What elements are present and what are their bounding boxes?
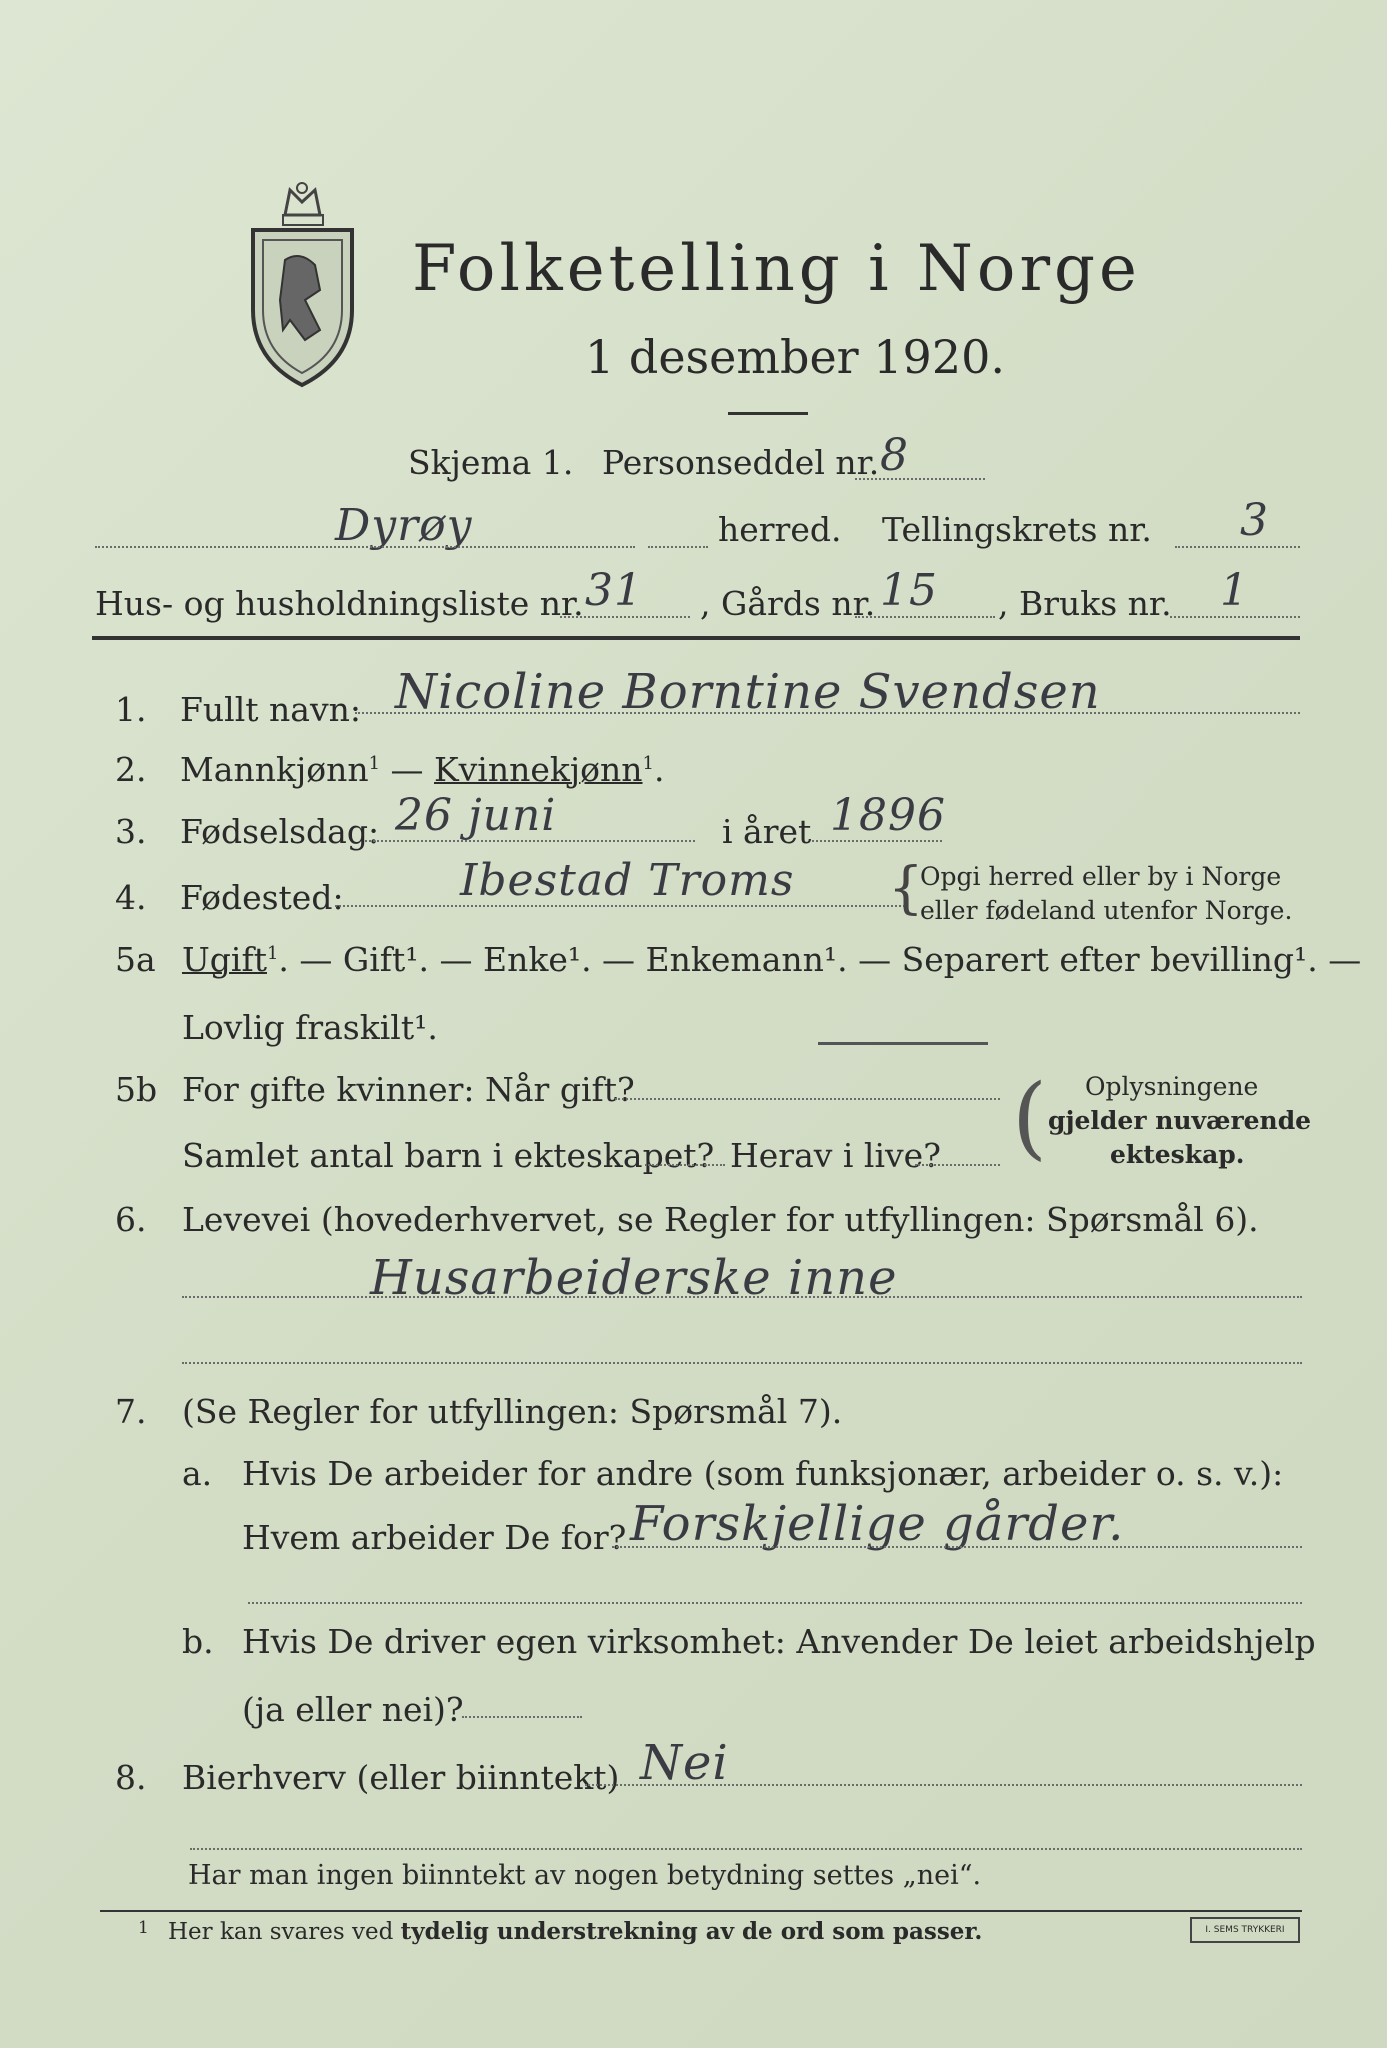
q3-value: 26 juni xyxy=(395,790,557,841)
q1-number: 1. xyxy=(115,690,147,729)
q7a-text: Hvis De arbeider for andre (som funksjonær, arbeider o. s. v.): xyxy=(242,1454,1284,1493)
footer-rule xyxy=(100,1910,1302,1912)
q5a-text xyxy=(182,940,1361,979)
q4-note-2: eller fødeland utenfor Norge. xyxy=(920,896,1293,925)
footer-note: Har man ingen biinntekt av nogen betydning settes „nei“. xyxy=(188,1860,982,1891)
q5a-line2: Lovlig fraskilt¹. xyxy=(182,1008,438,1047)
bruks-value: 1 xyxy=(1220,565,1249,616)
footnote-pre: Her kan svares ved xyxy=(168,1919,401,1945)
q4-line xyxy=(335,905,905,907)
tellingskrets-line xyxy=(1175,546,1300,548)
q3-year-label: i året xyxy=(722,812,812,851)
gards-line xyxy=(855,616,995,618)
q4-brace: { xyxy=(888,856,924,921)
q8-line-2 xyxy=(190,1848,1302,1850)
q7b-question: (ja eller nei)? xyxy=(242,1690,464,1729)
hus-line xyxy=(560,616,690,618)
title-divider xyxy=(728,412,808,415)
q1-line xyxy=(355,712,1300,714)
q5b-barn-line xyxy=(645,1164,725,1166)
q8-number: 8. xyxy=(115,1758,147,1797)
q7a-question: Hvem arbeider De for? xyxy=(242,1518,627,1557)
q7a-line-2 xyxy=(248,1602,1302,1604)
q1-label: Fullt navn: xyxy=(180,690,361,729)
q7b-line xyxy=(462,1716,582,1718)
gards-label: , Gårds nr. xyxy=(700,584,876,623)
q7-label: (Se Regler for utfyllingen: Spørsmål 7). xyxy=(182,1392,843,1431)
footnote-number: 1 xyxy=(138,1918,149,1938)
q4-number: 4. xyxy=(115,878,147,917)
footnote-text xyxy=(168,1918,982,1945)
q2-end: . xyxy=(653,750,665,789)
q6-line-2 xyxy=(182,1362,1302,1364)
q8-value: Nei xyxy=(640,1735,729,1791)
q5b-barn-label: Samlet antal barn i ekteskapet? xyxy=(182,1136,715,1175)
header-rule xyxy=(92,636,1300,640)
schema-label: Skjema 1. xyxy=(408,443,574,482)
q4-note-1: Opgi herred eller by i Norge xyxy=(920,862,1282,891)
q5a-rest: . — Gift¹. — Enke¹. — Enkemann¹. — Separert efter bevilling¹. — xyxy=(278,940,1362,979)
q8-label: Bierhverv (eller biinntekt) xyxy=(182,1758,620,1797)
q7a-value: Forskjellige gårder. xyxy=(630,1496,1125,1552)
hus-value: 31 xyxy=(585,565,643,616)
q4-label: Fødested: xyxy=(180,878,344,917)
footnote-bold: tydelig understrekning av de ord som passer. xyxy=(400,1918,983,1945)
q5a-dash-mark xyxy=(818,1042,988,1045)
q6-label: Levevei (hovederhvervet, se Regler for utfyllingen: Spørsmål 6). xyxy=(182,1200,1259,1239)
q3-label: Fødselsdag: xyxy=(180,812,380,851)
q7b-text: Hvis De driver egen virksomhet: Anvender De leiet arbeidshjelp xyxy=(242,1622,1316,1661)
q7-number: 7. xyxy=(115,1392,147,1431)
q2-sup-1: 1 xyxy=(368,753,381,774)
q7a-line-1 xyxy=(612,1546,1302,1548)
personseddel-label: Personseddel nr. xyxy=(602,443,880,482)
tellingskrets-label: Tellingskrets nr. xyxy=(882,510,1152,549)
q6-number: 6. xyxy=(115,1200,147,1239)
q8-line xyxy=(585,1784,1302,1786)
q5b-bracket: ( xyxy=(1012,1065,1048,1170)
q5b-note-3: ekteskap. xyxy=(1110,1140,1245,1169)
q1-value: Nicoline Borntine Svendsen xyxy=(395,664,1101,720)
form-date: 1 desember 1920. xyxy=(585,330,1005,384)
hus-label: Hus- og husholdningsliste nr. xyxy=(95,584,584,623)
q3-number: 3. xyxy=(115,812,147,851)
q5a-number: 5a xyxy=(115,940,156,979)
q7a-letter: a. xyxy=(182,1454,213,1493)
q3-year-value: 1896 xyxy=(830,790,946,841)
q2-kvinne: Kvinnekjønn xyxy=(434,750,643,789)
q6-line-1 xyxy=(182,1296,1302,1298)
q5b-note-1: Oplysningene xyxy=(1085,1072,1259,1101)
q5b-number: 5b xyxy=(115,1070,158,1109)
q2-mann: Mannkjønn xyxy=(180,750,369,789)
herred-label: herred. xyxy=(718,510,842,549)
coat-of-arms-icon xyxy=(245,180,360,390)
tellingskrets-value: 3 xyxy=(1240,495,1269,546)
q5b-live-label: Herav i live? xyxy=(730,1136,941,1175)
q7b-letter: b. xyxy=(182,1622,214,1661)
q5b-gift-line xyxy=(615,1098,1000,1100)
herred-line-2 xyxy=(648,546,708,548)
q5b-live-line xyxy=(915,1164,1000,1166)
herred-line xyxy=(95,546,635,548)
personseddel-line xyxy=(855,478,985,480)
bruks-label: , Bruks nr. xyxy=(998,584,1172,623)
q6-value: Husarbeiderske inne xyxy=(370,1250,898,1306)
q4-value: Ibestad Troms xyxy=(460,855,795,906)
q2-text xyxy=(180,750,664,789)
q2-number: 2. xyxy=(115,750,147,789)
q5b-label: For gifte kvinner: Når gift? xyxy=(182,1070,635,1109)
q2-sep: — xyxy=(380,750,435,789)
bruks-line xyxy=(1170,616,1300,618)
printer-stamp: I. SEMS TRYKKERI xyxy=(1190,1917,1300,1943)
form-title: Folketelling i Norge xyxy=(412,232,1141,306)
q5b-note-2: gjelder nuværende xyxy=(1048,1106,1312,1135)
q3-line xyxy=(365,840,695,842)
q3-year-line xyxy=(812,840,942,842)
personseddel-value: 8 xyxy=(880,430,909,481)
herred-value: Dyrøy xyxy=(335,500,473,551)
q5a-ugift: Ugift xyxy=(182,940,267,979)
q5a-sup: 1 xyxy=(266,943,279,964)
gards-value: 15 xyxy=(880,565,938,616)
q2-sup-2: 1 xyxy=(642,753,654,774)
